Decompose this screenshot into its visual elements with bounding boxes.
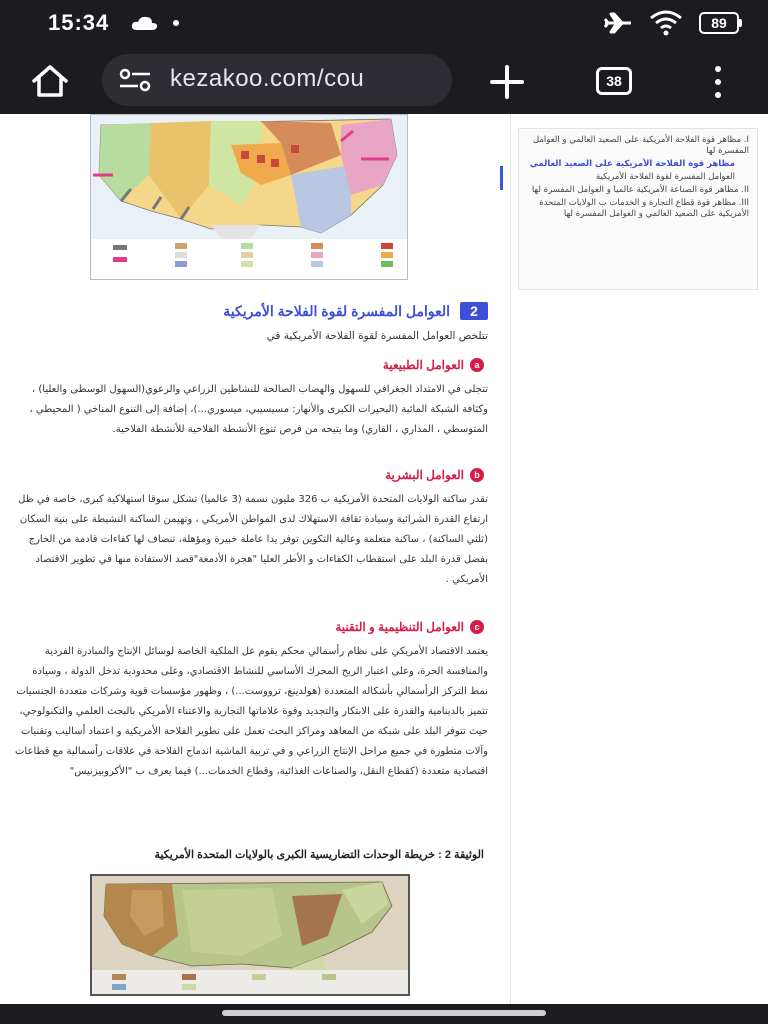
subheading-natural-factors bbox=[20, 358, 484, 372]
toc-item[interactable]: العوامل المفسرة لقوة الفلاحة الأمريكية bbox=[596, 172, 735, 182]
gesture-handle[interactable] bbox=[222, 1010, 546, 1016]
subheading-title: العوامل الطبيعية bbox=[382, 358, 464, 372]
agriculture-map-image bbox=[90, 114, 408, 280]
subheading-badge: a bbox=[470, 358, 484, 372]
section-title: العوامل المفسرة لقوة الفلاحة الأمريكية bbox=[223, 302, 450, 319]
status-bar bbox=[0, 0, 768, 48]
url-text[interactable]: kezakoo.com/cou bbox=[170, 65, 365, 92]
paragraph-natural-factors: تتجلى في الامتداد الجغرافي للسهول والهضاب الصالحة للنشاطين الزراعي والرعوي(السهول الوسطى والعليا) ، وكثافة الشبكة المائية (البحيرات الكبرى والأنهار: مسيسيبي، ميسوري...)، إضافة إلى التنوع المناخي ( المحيطي ، المتوسطي ، المداري ، القاري) وما يتيحه من فرص تنوع الأنشطة الفلاحية للأنشطة الفلاحية. bbox=[29, 384, 488, 435]
wifi-icon bbox=[649, 10, 683, 36]
toc-item[interactable]: I. مظاهر قوة الفلاحة الأمريكية على الصعيد العالمي و العوامل المفسرة لها bbox=[532, 135, 749, 156]
site-settings-icon[interactable] bbox=[118, 68, 152, 92]
subheading-badge: b bbox=[470, 468, 484, 482]
status-time: 15:34 bbox=[48, 10, 110, 35]
relief-map-image bbox=[90, 874, 410, 996]
battery-icon bbox=[699, 12, 742, 34]
paragraph-human-factors: تقدر ساكنة الولايات المتحدة الأمريكية ب 326 مليون نسمة (3 عالميا) تشكل سوقا استهلاكية كبرى، خاصة في ظل ارتفاع القدرة الشرائية وسيادة ثقافة الاستهلاك لدى المواطن الأمريكي ، وتهيمن الساكنة النشيطة على بنية السكان (ثلثي الساكنة) ، ساكنة متعلمة وعالية التكوين توفر يدا عاملة خبيرة ومؤهلة، تنضاف لها كفاءات قادمة من الخارج بفضل قدرة البلد على استقطاب الكفاءات و الأطر العليا "هجرة الأدمغة"قصد الاستفادة منها في تطوير الاقتصاد الأمريكي . bbox=[18, 494, 488, 585]
browser-toolbar bbox=[0, 48, 768, 114]
table-of-contents bbox=[518, 128, 758, 290]
web-page bbox=[0, 114, 768, 1004]
section-heading bbox=[130, 300, 488, 322]
subheading-badge: c bbox=[470, 620, 484, 634]
subheading-title: العوامل التنظيمية و التقنية bbox=[335, 620, 464, 634]
home-icon[interactable] bbox=[30, 63, 70, 99]
toc-active-indicator bbox=[500, 166, 503, 190]
menu-icon[interactable] bbox=[708, 66, 728, 98]
toc-item[interactable]: III. مظاهر قوة قطاع التجارة و الخدمات ب الولايات المتحدة الأمريكية على الصعيد العالمي و العوامل المفسرة لها bbox=[539, 198, 749, 219]
subheading-human-factors bbox=[20, 468, 484, 482]
airplane-mode-icon bbox=[603, 11, 633, 35]
article-column bbox=[0, 114, 502, 1004]
document-caption: الوثيقة 2 : خريطة الوحدات التضاريسية الكبرى بالولايات المتحدة الأمريكية bbox=[154, 849, 484, 861]
section-number-badge: 2 bbox=[460, 302, 488, 320]
tab-switcher-button[interactable]: 38 bbox=[596, 67, 632, 95]
system-nav-bar bbox=[0, 1004, 768, 1024]
paragraph-organizational-factors: يعتمد الاقتصاد الأمريكي على نظام رأسمالي محكم يقوم عل الملكية الخاصة لوسائل الإنتاج والمبادرة الفردية والمنافسة الحرة، وعلى اعتبار الربح المحرك الأساسي للنشاط الاقتصادي، وعلى محدودية تدخل الدولة ، وسيادة نمط التركز الرأسمالي بأشكاله المتعددة (هولدينغ، ترووست...) ، وظهور مؤسسات قوية وشركات متعددة الجنسيات تتميز بالدينامية والقدرة على الابتكار والتجديد وقوة علاماتها التجارية والاعتناء الأمريكي بالبحث العلمي والتكنولوجي، حيث تتوفر البلد على شبكة من المعاهد ومراكز البحث تعمل على تطوير الفلاحة الأمريكية و اعتماد أساليب وتقنيات وآلات متطورة في جميع مراحل الإنتاج الزراعي و في تربية الماشية اندماج الفلاحة في علاقات رأسمالية مع قطاعات اقتصادية متعددة (كقطاع النقل، والصناعات الغذائية، وقطاع الخدمات...) فيما يعرف ب "الأكروبيزنيس" bbox=[15, 646, 488, 777]
column-divider bbox=[510, 114, 511, 1004]
new-tab-icon[interactable] bbox=[488, 63, 526, 101]
notification-dot bbox=[173, 20, 179, 26]
cloud-icon bbox=[130, 14, 160, 32]
subheading-title: العوامل البشرية bbox=[385, 468, 464, 482]
toc-item[interactable]: II. مظاهر قوة الصناعة الأمريكية عالميا و العوامل المفسرة لها bbox=[531, 185, 749, 195]
subheading-organizational-factors bbox=[20, 620, 484, 634]
toc-item-active[interactable]: مظاهر قوة الفلاحة الأمريكية على الصعيد العالمي bbox=[529, 159, 735, 169]
address-bar[interactable] bbox=[102, 54, 452, 106]
section-intro: تتلخص العوامل المفسرة لقوة الفلاحة الأمريكية في bbox=[266, 330, 488, 342]
battery-level: 89 bbox=[699, 12, 739, 34]
